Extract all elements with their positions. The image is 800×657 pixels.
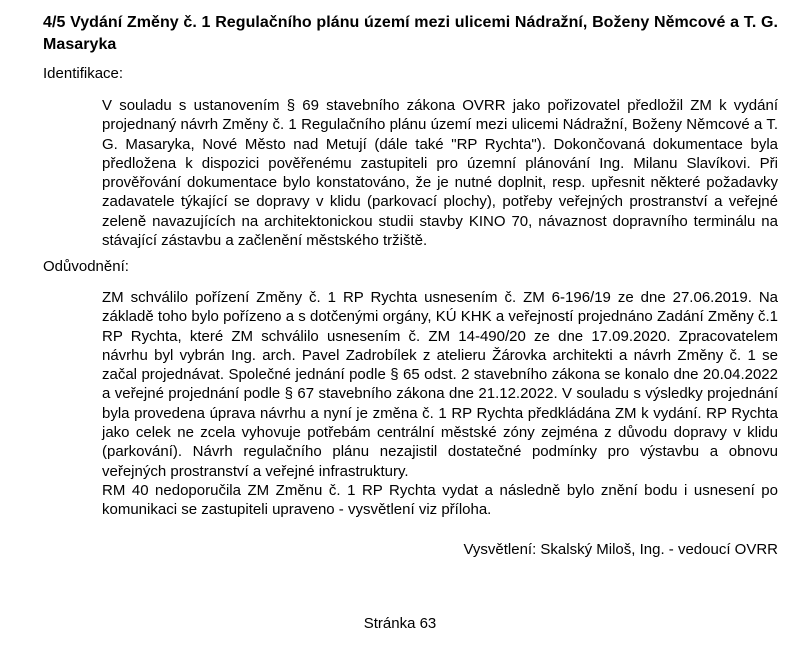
justification-text: ZM schválilo pořízení Změny č. 1 RP Rychta usnesením č. ZM 6-196/19 ze dne 27.06.2019. Na základě toho bylo pořízeno a s dotčenými orgány, KÚ KHK a veřejností projednáno Zadání Změny č.1 RP Rychta, které ZM schválilo usnesením č. ZM 14-490/20 ze dne 17.09.2020. Zpracovatelem návrhu byl vybrán Ing. arch. Pavel Zadrobílek z atelieru Žárovka architekti a návrh Změny č. 1 se začal projednávat. Společné jednání podle § 65 odst. 2 stavebního zákona se konalo dne 20.04.2022 a veřejné projednání podle § 67 stavebního zákona dne 21.12.2022. V souladu s výsledky projednání byla provedena úprava návrhu a nyní je změna č. 1 RP Rychta předkládána ZM k vydání. RP Rychta jako celek ne zcela vyhovuje potřebám centrální městské zóny zejména z důvodu dopravy v klidu (parkování). Návrh regulačního plánu nezajistil dostatečné podmínky pro výstavbu a obnovu veřejných prostranství a veřejné infrastruktury.	[102, 289, 778, 480]
explanation-signature: Vysvětlení: Skalský Miloš, Ing. - vedoucí OVRR	[463, 541, 778, 558]
justification-text-2: RM 40 nedoporučila ZM Změnu č. 1 RP Rychta vydat a následně bylo znění bodu i usnesení po komunikaci se zastupiteli upraveno - vysvětlení viz příloha.	[102, 481, 778, 519]
page-number: Stránka 63	[363, 615, 437, 632]
agenda-item-title: 4/5 Vydání Změny č. 1 Regulačního plánu území mezi ulicemi Nádražní, Boženy Němcové a T. G. Masaryka	[43, 14, 778, 53]
identification-text: V souladu s ustanovením § 69 stavebního zákona OVRR jako pořizovatel předložil ZM k vydání projednaný návrh Změny č. 1 Regulačního plánu území mezi ulicemi Nádražní, Boženy Němcové a T. G. Masaryka, Nové Město nad Metují (dále také "RP Rychta"). Dokončovaná dokumentace byla předložena k dispozici pověřenému zastupiteli pro územní plánování Ing. Milanu Slavíkovi. Při prověřování dokumentace bylo konstatováno, že je nutné doplnit, resp. upřesnit některé požadavky zadavatele týkající se dopravy v klidu (parkovací plochy), potřeby veřejných prostranství a veřejné zeleně navazujících na architektonickou studii stavby KINO 70, návaznost dopravního terminálu na stávající zástavbu a začlenění městského tržiště.	[102, 97, 778, 250]
identification-paragraph	[102, 96, 778, 250]
justification-paragraph	[102, 288, 778, 520]
identification-label: Identifikace:	[43, 65, 124, 82]
justification-label: Odůvodnění:	[43, 258, 129, 275]
